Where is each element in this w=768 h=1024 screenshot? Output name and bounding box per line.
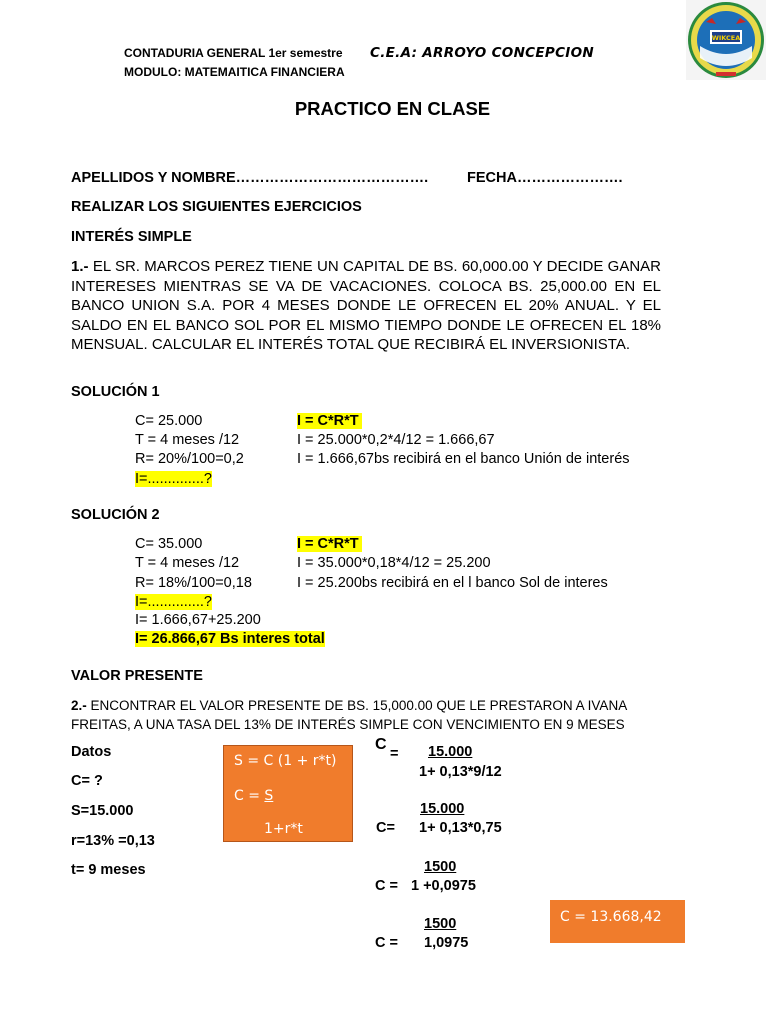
datos-t: t= 9 meses xyxy=(71,862,146,878)
sol1-result: I = 1.666,67bs recibirá en el banco Unión de interés xyxy=(297,451,630,467)
formula-c-den: 1+r*t xyxy=(264,821,303,837)
formula-c-prefix: C = xyxy=(234,788,265,804)
school-name: C.E.A: ARROYO CONCEPCION xyxy=(370,45,594,61)
sol2-calc: I = 35.000*0,18*4/12 = 25.200 xyxy=(297,555,491,571)
section2-heading: VALOR PRESENTE xyxy=(71,668,203,684)
solution2-heading: SOLUCIÓN 2 xyxy=(71,507,160,523)
datos-r: r=13% =0,13 xyxy=(71,833,155,849)
sol2-time: T = 4 meses /12 xyxy=(135,555,240,571)
step3-num: 1500 xyxy=(424,859,457,875)
step4-den: 1,0975 xyxy=(424,935,469,951)
step1-label: C xyxy=(375,736,387,753)
problem-2 xyxy=(71,696,671,734)
sol2-sum: I= 1.666,67+25.200 xyxy=(135,612,261,628)
step1-eq: = xyxy=(390,746,399,762)
formula-c xyxy=(234,788,273,804)
sol1-rate: R= 20%/100=0,2 xyxy=(135,451,244,467)
step1-num: 15.000 xyxy=(428,744,473,760)
sol2-unknown: I=..............? xyxy=(135,594,212,610)
step4-num: 1500 xyxy=(424,916,457,932)
sol1-time: T = 4 meses /12 xyxy=(135,432,240,448)
result-value: C = 13.668,42 xyxy=(560,909,662,925)
name-field-label: APELLIDOS Y NOMBRE…………………………………. xyxy=(71,170,429,186)
datos-c: C= ? xyxy=(71,773,103,789)
problem-2-text: ENCONTRAR EL VALOR PRESENTE DE BS. 15,000.00 QUE LE PRESTARON A IVANA FREITAS, A UNA TASA DEL 13% DE INTERÉS SIMPLE CON VENCIMIENTO EN 9 MESES xyxy=(71,698,627,732)
sol1-calc: I = 25.000*0,2*4/12 = 1.666,67 xyxy=(297,432,495,448)
school-logo xyxy=(686,0,766,80)
step2-num: 15.000 xyxy=(420,801,465,817)
problem-1-number: 1.- xyxy=(71,258,89,275)
problem-1-text: EL SR. MARCOS PEREZ TIENE UN CAPITAL DE BS. 60,000.00 Y DECIDE GANAR INTERESES MIENTRAS SE VA DE VACACIONES. COLOCA BS. 25,000.00 EN EL BANCO UNION S.A. POR 4 MESES DONDE LE OFRECEN EL 20% ANUAL. Y EL SALDO EN EL BANCO SOL POR EL MISMO TIEMPO DONDE LE OFRECEN EL 18% MENSUAL. CALCULAR EL INTERÉS TOTAL QUE RECIBIRÁ EL INVERSIONISTA. xyxy=(71,258,661,353)
sol2-formula: I = C*R*T xyxy=(297,536,362,552)
step4-label: C = xyxy=(375,935,398,951)
datos-heading: Datos xyxy=(71,744,112,760)
date-field-label: FECHA…………………. xyxy=(467,170,623,186)
step2-label: C= xyxy=(376,820,395,836)
sol1-unknown: I=..............? xyxy=(135,471,212,487)
page-title: PRACTICO EN CLASE xyxy=(294,98,491,119)
step1-den: 1+ 0,13*9/12 xyxy=(419,764,502,780)
instructions: REALIZAR LOS SIGUIENTES EJERCICIOS xyxy=(71,199,362,215)
sol1-capital: C= 25.000 xyxy=(135,413,203,429)
problem-2-number: 2.- xyxy=(71,698,87,713)
formula-box xyxy=(223,745,353,842)
step2-den: 1+ 0,13*0,75 xyxy=(419,820,502,836)
sol2-result: I = 25.200bs recibirá en el l banco Sol de interes xyxy=(297,575,608,591)
formula-c-num: S xyxy=(264,788,274,804)
section1-heading: INTERÉS SIMPLE xyxy=(71,229,192,245)
step3-den: 1 +0,0975 xyxy=(411,878,476,894)
sol2-capital: C= 35.000 xyxy=(135,536,203,552)
sol1-formula: I = C*R*T xyxy=(297,413,362,429)
course-line: CONTADURIA GENERAL 1er semestre xyxy=(124,46,343,60)
sol2-total: I= 26.866,67 Bs interes total xyxy=(135,631,325,647)
formula-s: S = C (1 + r*t) xyxy=(234,753,337,769)
logo-center-text: WIKCEA xyxy=(711,34,741,42)
problem-1 xyxy=(71,257,661,355)
step3-label: C = xyxy=(375,878,398,894)
module-line: MODULO: MATEMAITICA FINANCIERA xyxy=(124,65,345,79)
datos-s: S=15.000 xyxy=(71,803,134,819)
result-box xyxy=(550,900,685,943)
sol2-rate: R= 18%/100=0,18 xyxy=(135,575,252,591)
solution1-heading: SOLUCIÓN 1 xyxy=(71,384,160,400)
